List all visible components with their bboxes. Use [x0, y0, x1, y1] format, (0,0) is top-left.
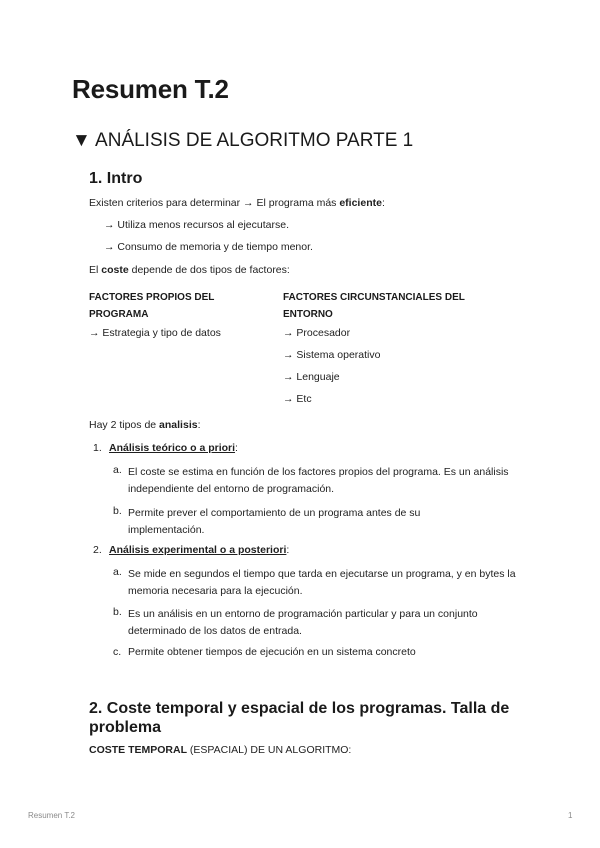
- list-item-number: 2.: [93, 544, 102, 556]
- footer-title: Resumen T.2: [28, 811, 75, 820]
- section-heading: [72, 130, 413, 152]
- sub-item-letter: a.: [113, 464, 122, 476]
- bullet-item: → Consumo de memoria y de tiempo menor.: [104, 241, 313, 253]
- toggle-arrow-icon[interactable]: ▼: [72, 130, 91, 151]
- paragraph-coste: El coste depende de dos tipos de factores:: [89, 264, 290, 276]
- bullet-item: → Utiliza menos recursos al ejecutarse.: [104, 219, 289, 231]
- section-heading-text: ANÁLISIS DE ALGORITMO PARTE 1: [95, 130, 414, 151]
- sub-item-text: Se mide en segundos el tiempo que tarda en ejecutarse un programa, y en bytes la memoria necesaria para la ejecución.: [128, 568, 516, 597]
- paragraph-coste-temporal: COSTE TEMPORAL (ESPACIAL) DE UN ALGORITMO:: [89, 744, 352, 756]
- page-title: Resumen T.2: [72, 74, 229, 104]
- column-item: → Procesador: [283, 327, 351, 339]
- subheading-coste-temporal: 2. Coste temporal y espacial de los programas. Talla de problema: [89, 700, 510, 736]
- sub-item-letter: b.: [113, 505, 122, 517]
- sub-item-text: Permite prever el comportamiento de un programa antes de su implementación.: [128, 507, 421, 536]
- list-item-label: Análisis teórico o a priori:: [109, 442, 238, 454]
- column-item: → Lenguaje: [283, 371, 340, 383]
- sub-item-letter: c.: [113, 646, 122, 658]
- page-number: 1: [568, 811, 573, 820]
- paragraph-analisis: Hay 2 tipos de analisis:: [89, 419, 201, 431]
- paragraph-criterios: Existen criterios para determinar → El programa más eficiente:: [89, 197, 385, 209]
- subheading-intro: 1. Intro: [89, 170, 143, 187]
- sub-item-text: Es un análisis en un entorno de programación particular y para un conjunto determinado de los datos de entrada.: [128, 608, 478, 637]
- sub-item-text: El coste se estima en función de los factores propios del programa. Es un análisis independiente del entorno de programación.: [128, 466, 509, 495]
- sub-item-letter: a.: [113, 566, 122, 578]
- column-header-propios: FACTORES PROPIOS DEL PROGRAMA: [89, 292, 215, 320]
- sub-item-text: Permite obtener tiempos de ejecución en un sistema concreto: [128, 646, 416, 658]
- column-header-circunstanciales: FACTORES CIRCUNSTANCIALES DEL ENTORNO: [283, 292, 465, 320]
- column-item: → Etc: [283, 393, 312, 405]
- sub-item-letter: b.: [113, 606, 122, 618]
- column-item: → Sistema operativo: [283, 349, 381, 361]
- list-item-number: 1.: [93, 442, 102, 454]
- column-item: → Estrategia y tipo de datos: [89, 327, 221, 339]
- list-item-label: Análisis experimental o a posteriori:: [109, 544, 290, 556]
